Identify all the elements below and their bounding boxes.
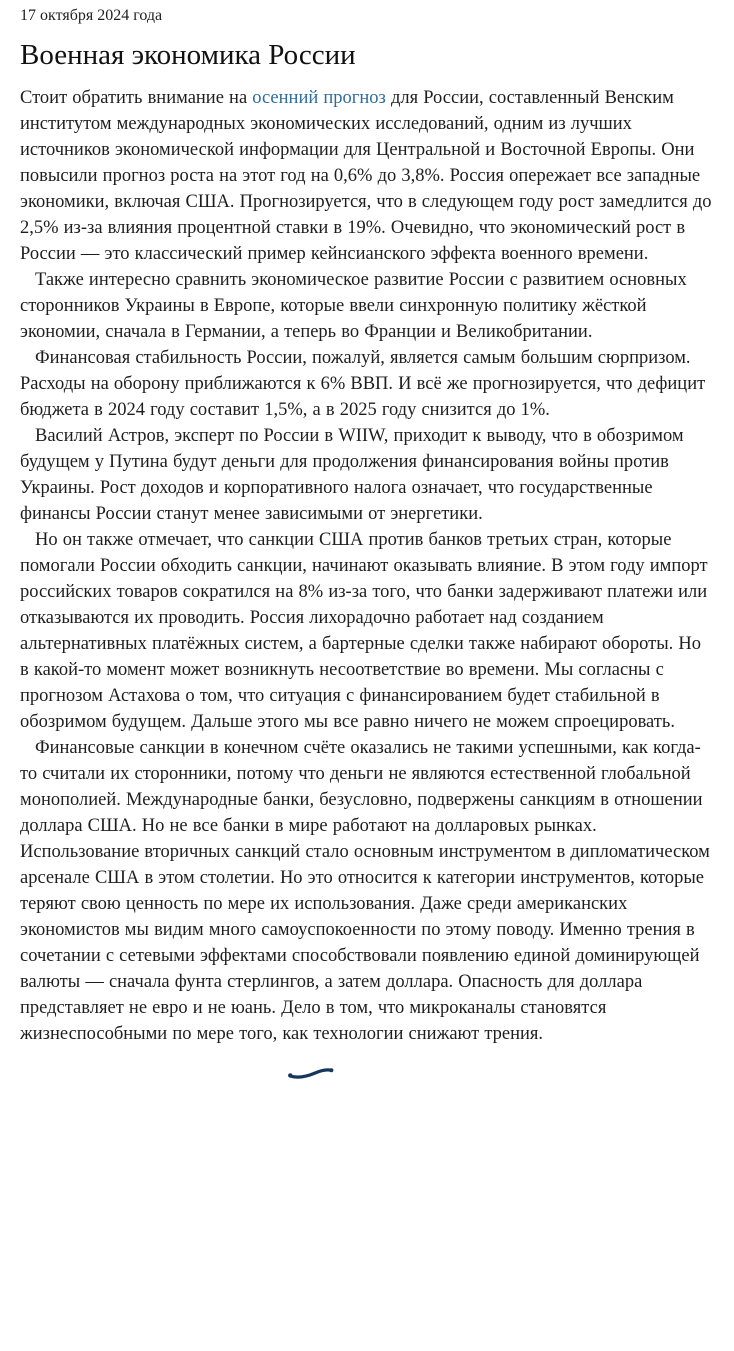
paragraph-2: Также интересно сравнить экономическое развитие России с развитием основных сторонников Украины в Европе, которые ввели синхронную политику жёсткой экономии, сначала в Германии, а теперь во Франции и Великобритании. (20, 270, 687, 342)
paragraph-1-text-before-link: Стоит обратить внимание на (20, 88, 253, 108)
paragraph-1 (20, 85, 714, 267)
paragraph-4: Василий Астров, эксперт по России в WIIW, приходит к выводу, что в обозримом будущем у Путина будут деньги для продолжения финансирования войны против Украины. Рост доходов и корпоративного налога означает, что государственные финансы России станут менее зависимыми от энергетики. (20, 426, 684, 524)
paragraph-6: Финансовые санкции в конечном счёте оказались не такими успешными, как когда-то считали их сторонники, потому что деньги не являются естественной глобальной монополией. Международные банки, безусловно, подвержены санкциям в отношении доллара США. Но не все банки в мире работают на долларовых рынках. Использование вторичных санкций стало основным инструментом в дипломатическом арсенале США в этом столетии. Но это относится к категории инструментов, которые теряют свою ценность по мере их использования. Даже среди американских экономистов мы видим много самоуспокоенности по этому поводу. Именно трения в сочетании с сетевыми эффектами способствовали появлению единой доминирующей валюты — сначала фунта стерлингов, а затем доллара. Опасность для доллара представляет не евро и не юань. Дело в том, что микроканалы становятся жизнеспособными по мере того, как технологии снижают трения. (20, 738, 710, 1044)
paragraph-5: Но он также отмечает, что санкции США против банков третьих стран, которые помогали России обходить санкции, начинают оказывать влияние. В этом году импорт российских товаров сократился на 8% из-за того, что банки задерживают платежи или отказываются их проводить. Россия лихорадочно работает над созданием альтернативных платёжных систем, а бартерные сделки также набирают обороты. Но в какой-то момент может возникнуть несоответствие во времени. Мы согласны с прогнозом Астахова о том, что ситуация с финансированием будет стабильной в обозримом будущем. Дальше этого мы все равно ничего не можем спроецировать. (20, 530, 708, 732)
autumn-forecast-link[interactable]: осенний прогноз (252, 88, 386, 108)
article-body (20, 85, 714, 1047)
paragraph-1-text-after-link: для России, составленный Венским институтом международных экономических исследований, одним из лучших источников экономической информации для Центральной и Восточной Европы. Они повысили прогноз роста на этот год на 0,6% до 3,8%. Россия опережает все западные экономики, включая США. Прогнозируется, что в следующем году рост замедлится до 2,5% из-за влияния процентной ставки в 19%. Очевидно, что экономический рост в России — это классический пример кейнсианского эффекта военного времени. (20, 88, 712, 264)
end-flourish-icon (287, 1063, 335, 1080)
article-title: Военная экономика России (20, 39, 356, 71)
paragraph-3: Финансовая стабильность России, пожалуй, является самым большим сюрпризом. Расходы на оборону приближаются к 6% ВВП. И всё же прогнозируется, что дефицит бюджета в 2024 году составит 1,5%, а в 2025 году снизится до 1%. (20, 348, 706, 420)
publish-date: 17 октября 2024 года (20, 7, 163, 24)
